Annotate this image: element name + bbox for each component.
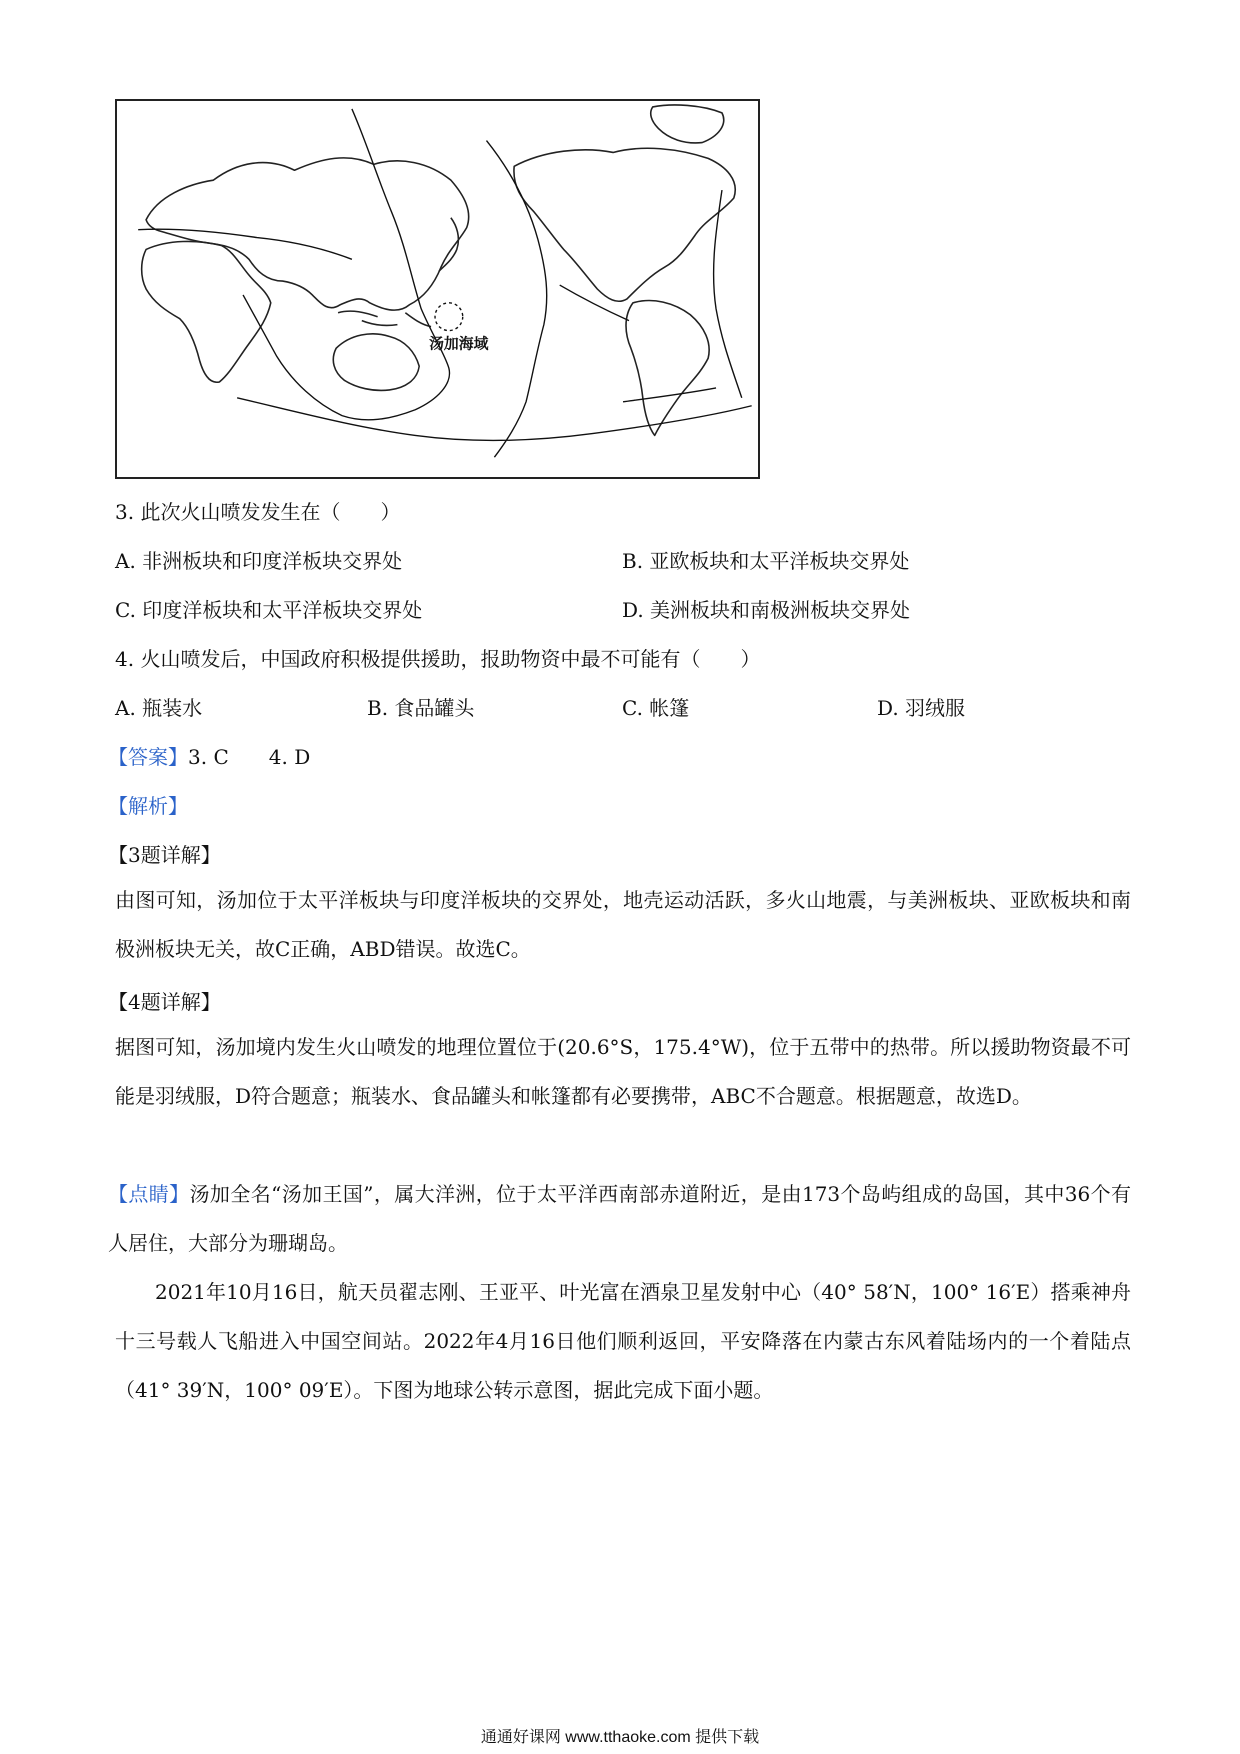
answer-q4: 4. D — [268, 745, 311, 769]
eurasia-landmass — [146, 158, 469, 310]
tonga-region-label: 汤加海域 — [429, 335, 489, 353]
q4-option-c: C. 帐篷 — [622, 696, 690, 720]
analysis-tag: 【解析】 — [108, 794, 188, 818]
q3-stem: 3. 此次火山喷发发生在（ ） — [115, 500, 401, 524]
tip-tag: 【点睛】 — [108, 1182, 190, 1206]
tonga-marker-circle — [435, 303, 463, 331]
answer-tag: 【答案】 — [108, 745, 188, 769]
q3-option-a: A. 非洲板块和印度洋板块交界处 — [115, 549, 403, 573]
plate-boundary-atlantic — [714, 190, 742, 398]
q3-option-d: D. 美洲板块和南极洲板块交界处 — [622, 598, 911, 622]
plate-boundary-americas — [560, 285, 716, 402]
plate-map-svg — [117, 101, 758, 477]
indonesia-islands — [338, 311, 431, 326]
australia-landmass — [333, 334, 419, 391]
south-america-landmass — [626, 301, 709, 436]
greenland-landmass — [651, 105, 724, 143]
north-america-landmass — [514, 148, 735, 301]
plate-boundary-pacific-west — [243, 109, 449, 420]
q4-option-a: A. 瓶装水 — [115, 696, 203, 720]
answer-q3: 3. C — [188, 745, 229, 769]
q3-option-c: C. 印度洋板块和太平洋板块交界处 — [115, 598, 423, 622]
q3-option-b: B. 亚欧板块和太平洋板块交界处 — [622, 549, 910, 573]
world-plate-map — [115, 99, 760, 479]
answer-line — [108, 743, 310, 771]
q4-option-d: D. 羽绒服 — [877, 696, 966, 720]
tip-text: 汤加全名“汤加王国”，属大洋洲，位于太平洋西南部赤道附近，是由173个岛屿组成的岛国，其中36个有人居住，大部分为珊瑚岛。 — [108, 1182, 1131, 1255]
analysis-q4-title: 【4题详解】 — [108, 990, 221, 1014]
q4-option-b: B. 食品罐头 — [367, 696, 475, 720]
analysis-q3-title: 【3题详解】 — [108, 843, 221, 867]
analysis-q3-text: 由图可知，汤加位于太平洋板块与印度洋板块的交界处，地壳运动活跃，多火山地震，与美洲板块、亚欧板块和南极洲板块无关，故C正确，ABD错误。故选C。 — [115, 888, 1131, 961]
intro-paragraph: 2021年10月16日，航天员翟志刚、王亚平、叶光富在酒泉卫星发射中心（40° 58′N，100° 16′E）搭乘神舟十三号载人飞船进入中国空间站。2022年4月16日他们顺利返回，平安降落在内蒙古东风着陆场内的一个着陆点（41° 39′N，100° 09′E）。下图为地球公转示意图，据此完成下面小题。 — [115, 1280, 1131, 1402]
page-footer: 通通好课网 www.tthaoke.com 提供下载 — [480, 1729, 760, 1746]
analysis-q4-text: 据图可知，汤加境内发生火山喷发的地理位置位于(20.6°S，175.4°W)，位于五带中的热带。所以援助物资最不可能是羽绒服，D符合题意；瓶装水、食品罐头和帐篷都有必要携带，ABC不合题意。根据题意，故选D。 — [115, 1035, 1131, 1108]
q4-stem: 4. 火山喷发后，中国政府积极提供援助，报助物资中最不可能有（ ） — [115, 647, 761, 671]
tip-paragraph — [108, 1170, 1131, 1268]
